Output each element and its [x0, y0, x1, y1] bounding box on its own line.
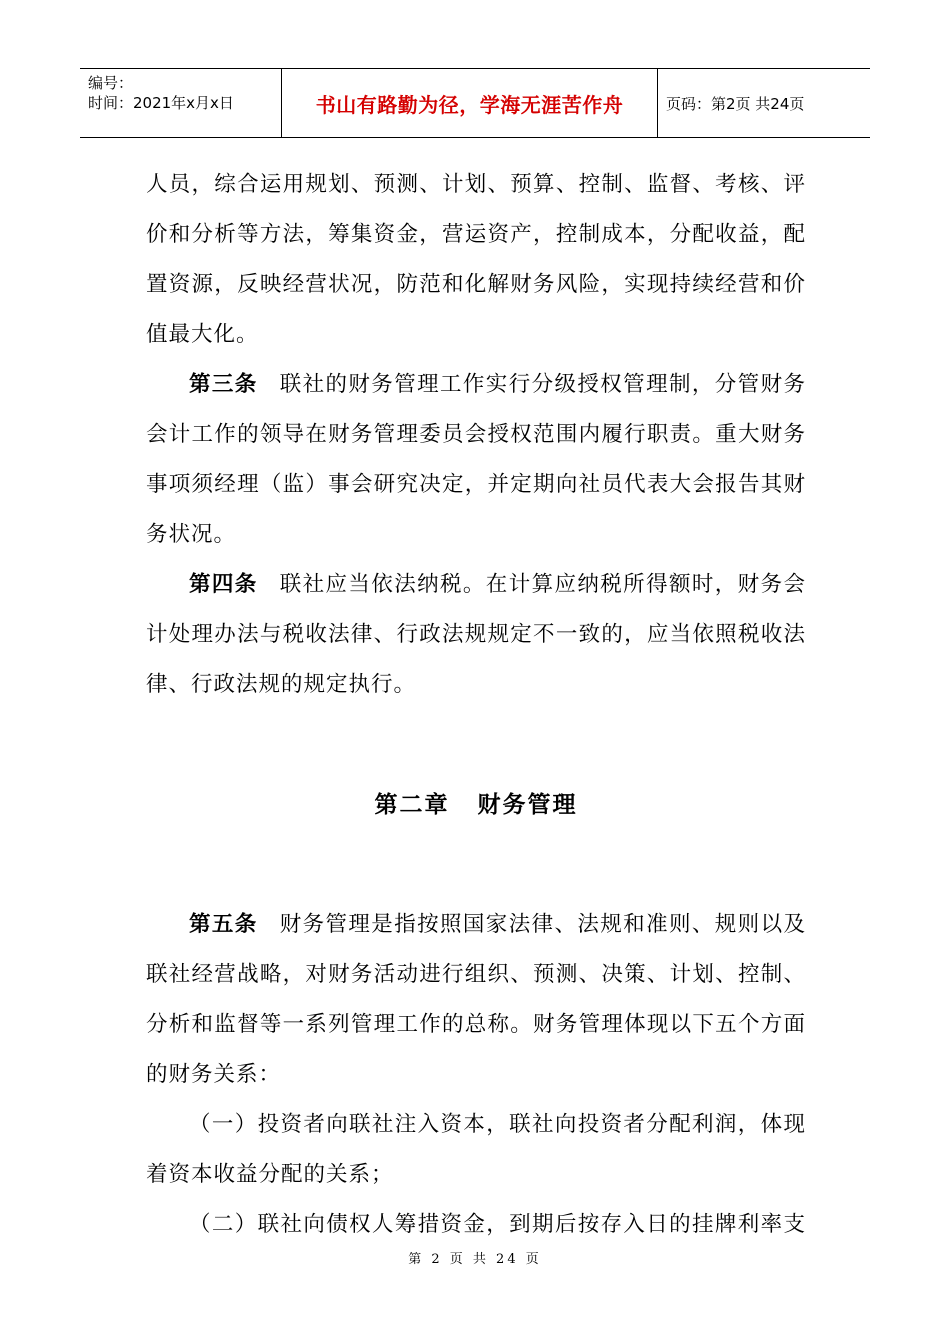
article-4-text: 联社应当依法纳税。在计算应纳税所得额时，财务会 [279, 572, 806, 597]
paragraph-line: 联社经营战略，对财务活动进行组织、预测、决策、计划、控制、 [146, 962, 806, 987]
paragraph-line: 分析和监督等一系列管理工作的总称。财务管理体现以下五个方面 [146, 1012, 806, 1037]
paragraph-line: 会计工作的领导在财务管理委员会授权范围内履行职责。重大财务 [146, 422, 806, 447]
item-1-first-line: （一）投资者向联社注入资本，联社向投资者分配利润，体现 [189, 1112, 806, 1137]
spacer [146, 710, 806, 780]
paragraph-line: 置资源，反映经营状况，防范和化解财务风险，实现持续经营和价 [146, 272, 806, 297]
item-2-first-line: （二）联社向债权人筹措资金，到期后按存入日的挂牌利率支 [189, 1212, 806, 1237]
document-body [146, 160, 806, 1250]
article-3-first-line [146, 360, 806, 410]
header-motto: 书山有路勤为径，学海无涯苦作舟 [282, 69, 658, 137]
article-4-label: 第四条 [189, 572, 258, 597]
paragraph-line: 事项须经理（监）事会研究决定，并定期向社员代表大会报告其财 [146, 472, 806, 497]
paragraph-line: 值最大化。 [146, 322, 259, 347]
article-5-label: 第五条 [189, 912, 258, 937]
paragraph-line: 着资本收益分配的关系； [146, 1162, 394, 1187]
document-date: 时间：2021年x月x日 [88, 94, 234, 112]
paragraph-line: 的财务关系： [146, 1062, 282, 1087]
paragraph-line: 人员，综合运用规划、预测、计划、预算、控制、监督、考核、评 [146, 172, 806, 197]
chapter-number: 第二章 [374, 791, 450, 818]
header-meta [80, 69, 282, 137]
page-footer: 第 2 页 共 24 页 [408, 1252, 542, 1267]
article-3-text: 联社的财务管理工作实行分级授权管理制，分管财务 [279, 372, 806, 397]
paragraph-line: 务状况。 [146, 522, 237, 547]
article-3-label: 第三条 [189, 372, 258, 397]
article-5-text: 财务管理是指按照国家法律、法规和准则、规则以及 [279, 912, 806, 937]
document-code: 编号： [88, 74, 134, 92]
chapter-heading [146, 780, 806, 830]
paragraph-line: 律、行政法规的规定执行。 [146, 672, 417, 697]
header-page-info: 页码：第2页 共24页 [666, 94, 805, 113]
article-5-first-line [146, 900, 806, 950]
article-4-first-line [146, 560, 806, 610]
spacer [146, 830, 806, 900]
page-header [80, 68, 870, 138]
paragraph-line: 价和分析等方法，筹集资金，营运资产，控制成本，分配收益，配 [146, 222, 806, 247]
chapter-title: 财务管理 [477, 791, 578, 818]
paragraph-line: 计处理办法与税收法律、行政法规规定不一致的，应当依照税收法 [146, 622, 806, 647]
